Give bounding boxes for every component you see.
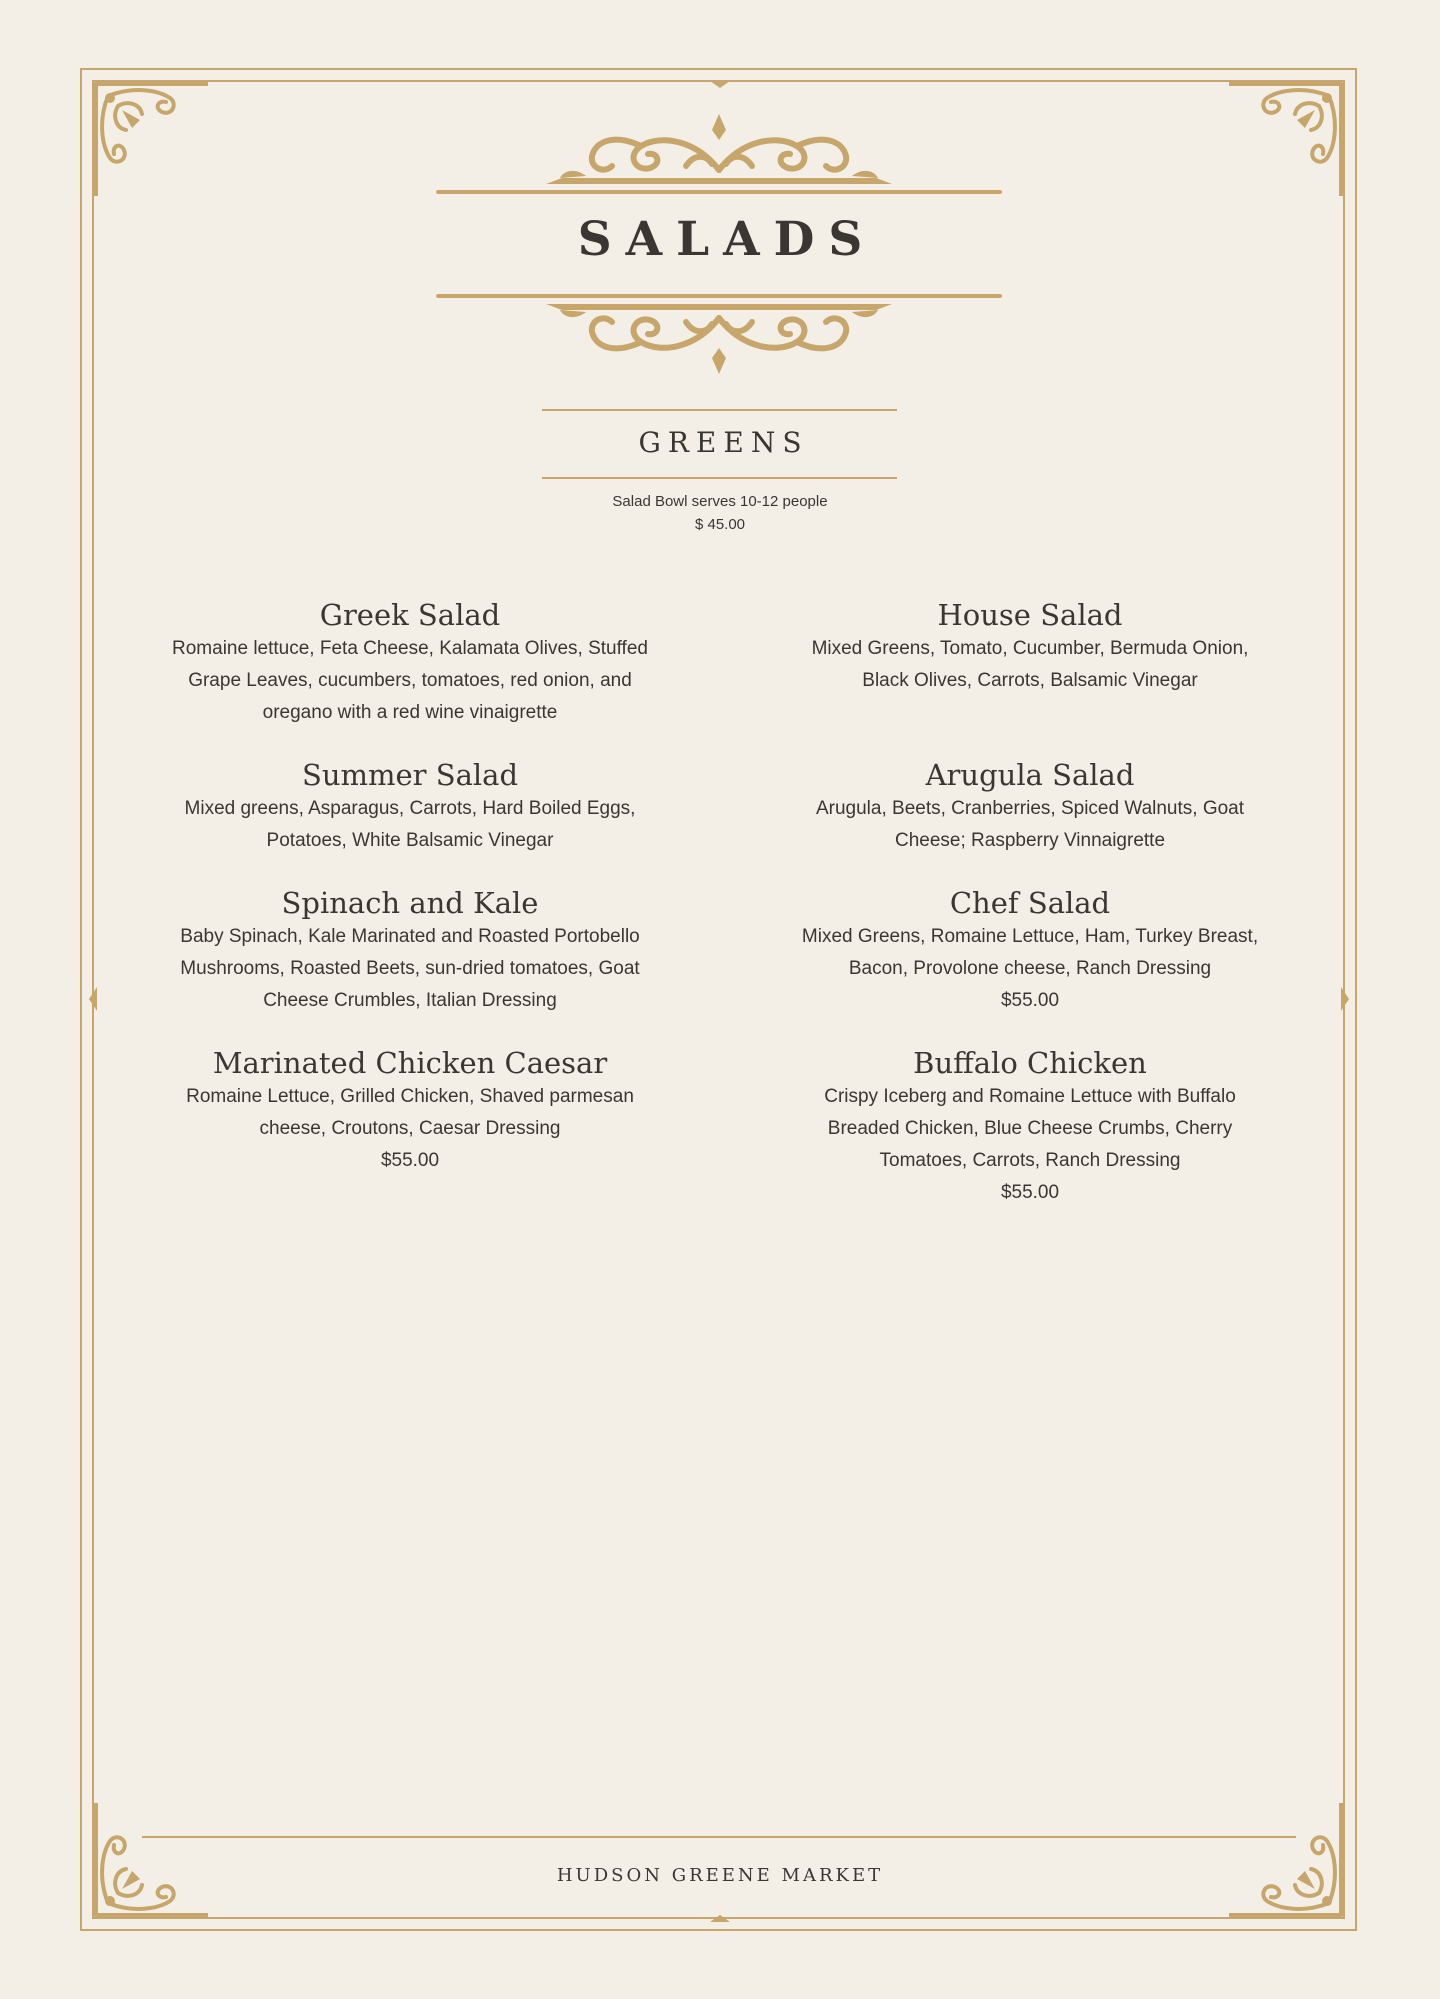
diamond-icon bbox=[1339, 987, 1349, 1011]
item-description: Mixed Greens, Romaine Lettuce, Ham, Turkey Breast, Bacon, Provolone cheese, Ranch Dressing bbox=[801, 926, 1259, 979]
title-flourish-icon bbox=[436, 110, 1002, 200]
footer-text: HUDSON GREENE MARKET bbox=[556, 1865, 884, 1886]
corner-flourish-icon bbox=[1229, 76, 1349, 196]
corner-flourish-icon bbox=[88, 76, 208, 196]
section-divider bbox=[542, 477, 897, 479]
item-name: House Salad bbox=[937, 598, 1123, 632]
item-description: Crispy Iceberg and Romaine Lettuce with Buffalo Breaded Chicken, Blue Cheese Crumbs, Cherry Tomatoes, Carrots, Ranch Dressing bbox=[824, 1086, 1236, 1171]
item-description: Romaine lettuce, Feta Cheese, Kalamata Olives, Stuffed Grape Leaves, cucumbers, tomatoes, red onion, and oregano with a red wine vinaigrette bbox=[172, 638, 648, 723]
diamond-icon bbox=[89, 987, 99, 1011]
menu-item bbox=[120, 885, 700, 1017]
corner-flourish-icon bbox=[1229, 1803, 1349, 1923]
section-divider bbox=[542, 409, 897, 411]
item-name: Greek Salad bbox=[319, 598, 501, 632]
diamond-icon bbox=[710, 76, 730, 86]
item-description: Mixed greens, Asparagus, Carrots, Hard Boiled Eggs, Potatoes, White Balsamic Vinegar bbox=[184, 798, 636, 851]
menu-item bbox=[740, 1045, 1320, 1209]
footer-divider bbox=[142, 1836, 1296, 1838]
item-description: Mixed Greens, Tomato, Cucumber, Bermuda Onion, Black Olives, Carrots, Balsamic Vinegar bbox=[811, 638, 1249, 691]
item-name: Summer Salad bbox=[301, 758, 519, 792]
item-price: $55.00 bbox=[1000, 990, 1060, 1011]
menu-item bbox=[740, 597, 1320, 697]
bowl-description: Salad Bowl serves 10-12 people bbox=[612, 493, 828, 510]
item-description: Arugula, Beets, Cranberries, Spiced Walnuts, Goat Cheese; Raspberry Vinnaigrette bbox=[815, 798, 1245, 851]
section-title: GREENS bbox=[638, 426, 809, 459]
diamond-icon bbox=[710, 1911, 730, 1921]
menu-item bbox=[740, 757, 1320, 857]
item-description: Baby Spinach, Kale Marinated and Roasted Portobello Mushrooms, Roasted Beets, sun-dried tomatoes, Goat Cheese Crumbles, Italian Dressing bbox=[180, 926, 640, 1011]
bowl-price: $ 45.00 bbox=[694, 516, 746, 533]
corner-flourish-icon bbox=[88, 1803, 208, 1923]
page-title: SALADS bbox=[577, 212, 877, 267]
item-name: Marinated Chicken Caesar bbox=[212, 1046, 608, 1080]
item-name: Spinach and Kale bbox=[281, 886, 539, 920]
item-name: Buffalo Chicken bbox=[913, 1046, 1147, 1080]
menu-item bbox=[120, 757, 700, 857]
item-description: Romaine Lettuce, Grilled Chicken, Shaved parmesan cheese, Croutons, Caesar Dressing bbox=[186, 1086, 634, 1139]
item-name: Arugula Salad bbox=[925, 758, 1135, 792]
menu-item bbox=[740, 885, 1320, 1017]
item-price: $55.00 bbox=[1000, 1182, 1060, 1203]
menu-item bbox=[120, 597, 700, 729]
item-price: $55.00 bbox=[380, 1150, 440, 1171]
title-flourish-icon bbox=[436, 288, 1002, 378]
menu-item bbox=[120, 1045, 700, 1177]
item-name: Chef Salad bbox=[949, 886, 1111, 920]
